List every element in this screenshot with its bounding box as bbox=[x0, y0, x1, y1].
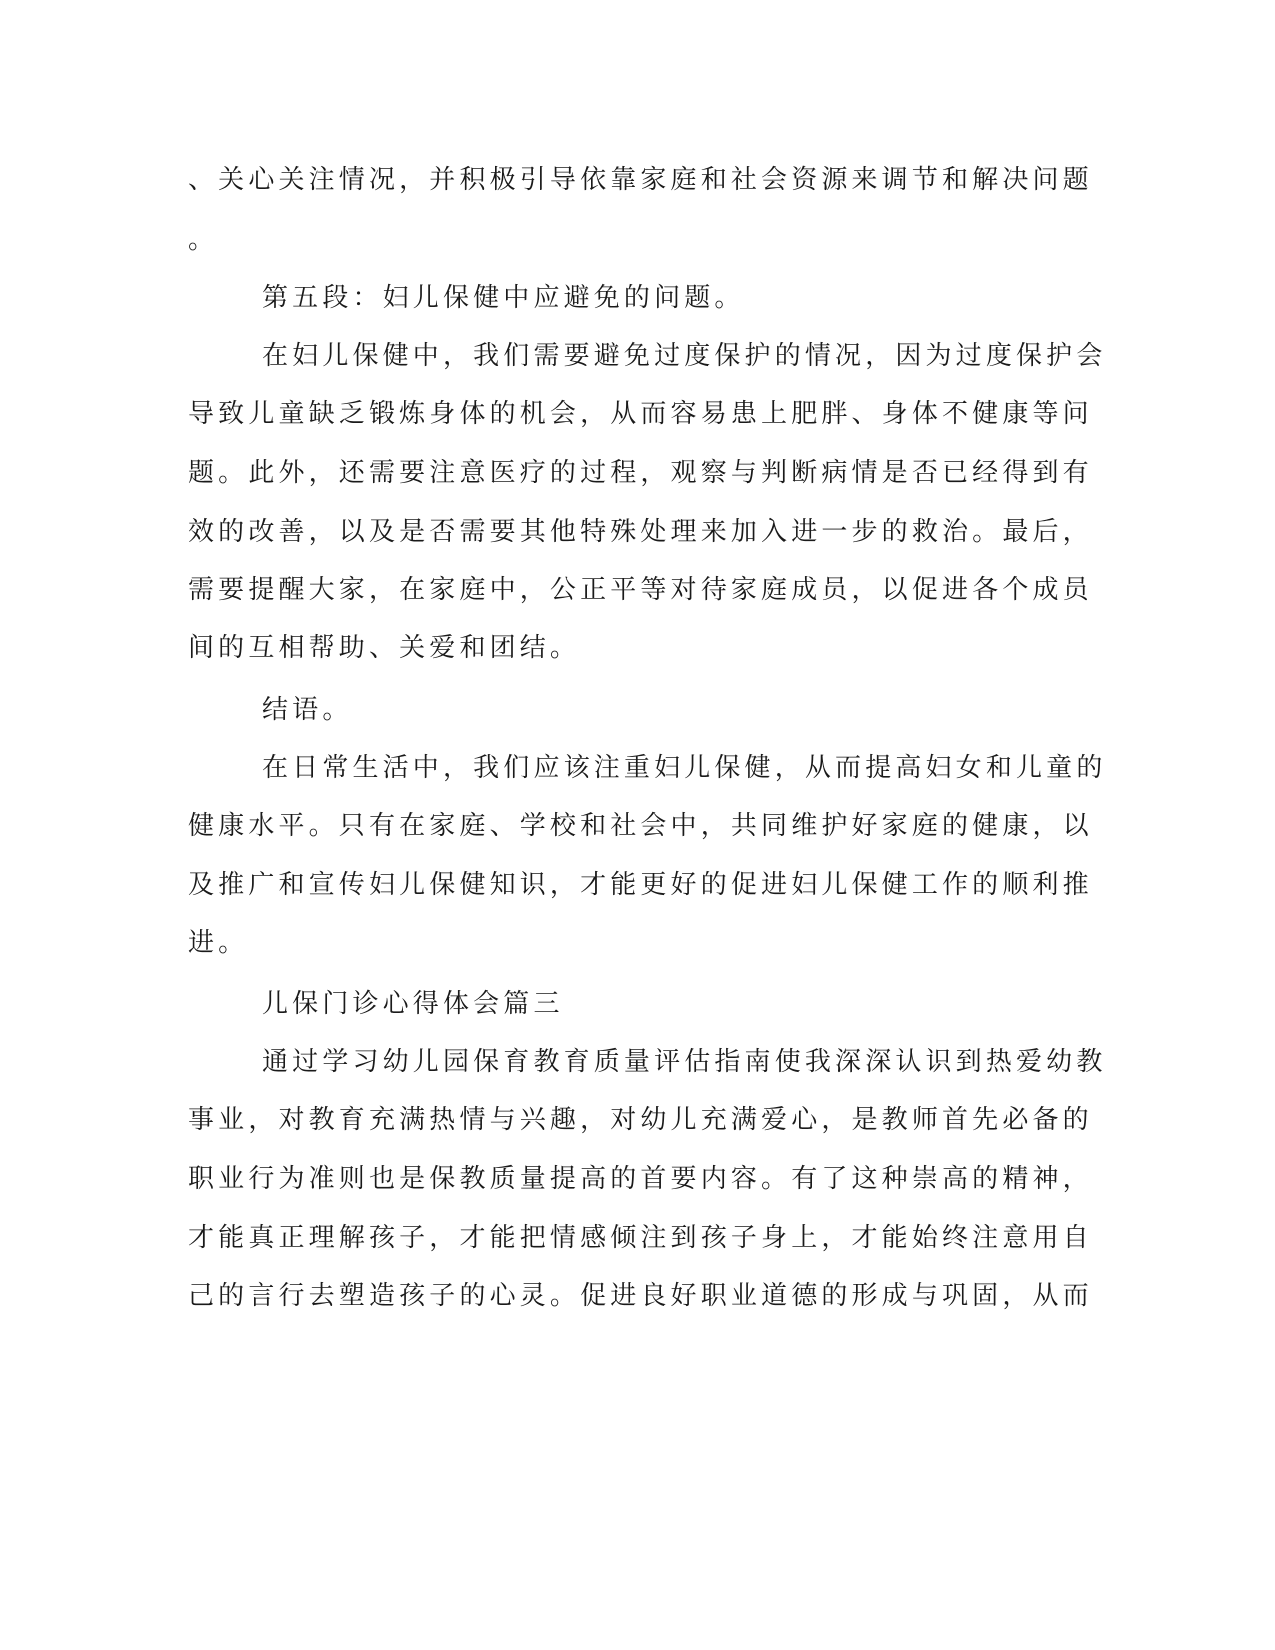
section-heading: 结语。 bbox=[262, 695, 353, 725]
text-line: 在日常生活中，我们应该注重妇儿保健，从而提高妇女和儿童的 bbox=[262, 753, 1107, 783]
text-line: 己的言行去塑造孩子的心灵。促进良好职业道德的形成与巩固，从而 bbox=[188, 1281, 1093, 1311]
text-line: 间的互相帮助、关爱和团结。 bbox=[188, 633, 581, 663]
text-line: 、关心关注情况，并积极引导依靠家庭和社会资源来调节和解决问题 bbox=[188, 165, 1093, 195]
text-line: 需要提醒大家，在家庭中，公正平等对待家庭成员，以促进各个成员 bbox=[188, 575, 1093, 605]
text-line: 在妇儿保健中，我们需要避免过度保护的情况，因为过度保护会 bbox=[262, 341, 1107, 371]
text-line: 进。 bbox=[188, 928, 249, 958]
section-heading: 第五段：妇儿保健中应避免的问题。 bbox=[262, 283, 745, 313]
text-line: 健康水平。只有在家庭、学校和社会中，共同维护好家庭的健康，以 bbox=[188, 811, 1093, 841]
text-line: 题。此外，还需要注意医疗的过程，观察与判断病情是否已经得到有 bbox=[188, 458, 1093, 488]
text-line: 。 bbox=[188, 225, 219, 255]
text-line: 通过学习幼儿园保育教育质量评估指南使我深深认识到热爱幼教 bbox=[262, 1047, 1107, 1077]
text-line: 才能真正理解孩子，才能把情感倾注到孩子身上，才能始终注意用自 bbox=[188, 1223, 1093, 1253]
text-line: 职业行为准则也是保教质量提高的首要内容。有了这种崇高的精神， bbox=[188, 1164, 1093, 1194]
text-line: 及推广和宣传妇儿保健知识，才能更好的促进妇儿保健工作的顺利推 bbox=[188, 870, 1093, 900]
text-line: 导致儿童缺乏锻炼身体的机会，从而容易患上肥胖、身体不健康等问 bbox=[188, 399, 1093, 429]
section-heading: 儿保门诊心得体会篇三 bbox=[262, 989, 564, 1019]
text-line: 效的改善，以及是否需要其他特殊处理来加入进一步的救治。最后， bbox=[188, 517, 1093, 547]
text-line: 事业，对教育充满热情与兴趣，对幼儿充满爱心，是教师首先必备的 bbox=[188, 1105, 1093, 1135]
